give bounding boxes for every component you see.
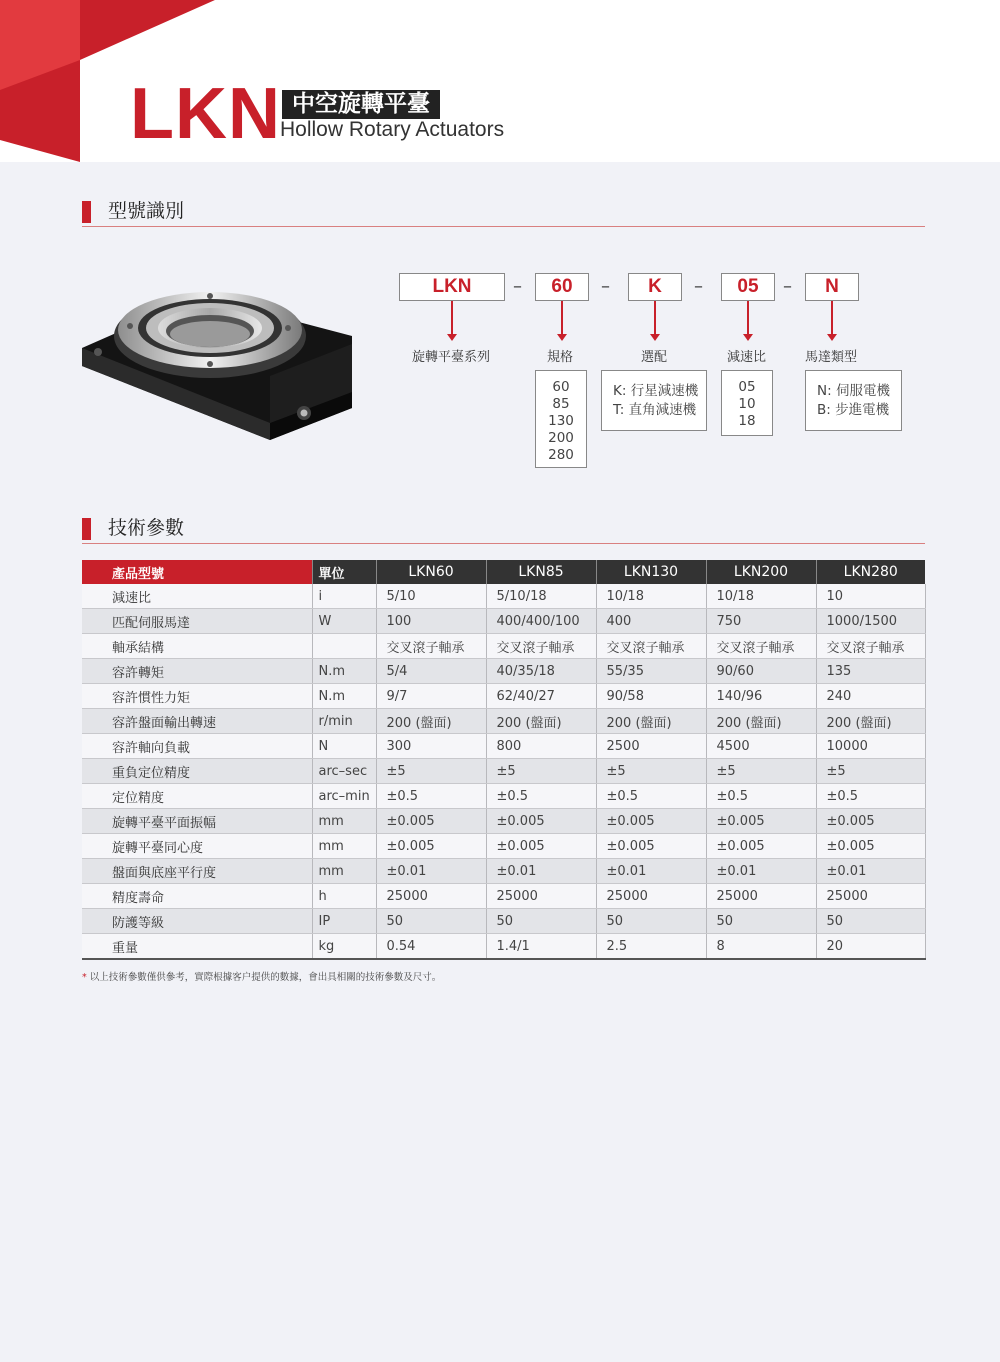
- table-row: [82, 634, 925, 659]
- table-cell: ±0.005: [596, 809, 706, 834]
- row-label: 減速比: [82, 584, 312, 609]
- row-label: 匹配伺服馬達: [82, 609, 312, 634]
- table-cell: 50: [706, 909, 816, 934]
- table-cell: 25000: [706, 884, 816, 909]
- row-unit: W: [312, 609, 376, 634]
- table-cell: 10/18: [596, 584, 706, 609]
- table-cell: 800: [486, 734, 596, 759]
- page-header: [0, 0, 1000, 162]
- motor-option: N: 伺服電機: [817, 383, 890, 399]
- table-cell: ±0.005: [706, 834, 816, 859]
- table-cell: 2500: [596, 734, 706, 759]
- table-row: [82, 884, 925, 909]
- table-cell: 5/10/18: [486, 584, 596, 609]
- code-separator: –: [513, 276, 522, 297]
- table-row: [82, 784, 925, 809]
- title-chinese: 中空旋轉平臺: [282, 90, 440, 119]
- code-series: LKN: [399, 273, 505, 301]
- table-row: [82, 809, 925, 834]
- table-cell: 2.5: [596, 934, 706, 960]
- section-specs-title: 技術參數: [108, 517, 185, 539]
- row-unit: kg: [312, 934, 376, 960]
- table-cell: 240: [816, 684, 925, 709]
- footnote-text: 以上技術參數僅供參考，實際根據客户提供的數據，會出具相關的技術參數及尺寸。: [89, 972, 442, 983]
- header-cell-lkn200: LKN200: [706, 560, 816, 584]
- header-cell-unit: 單位: [312, 560, 376, 584]
- row-unit: mm: [312, 834, 376, 859]
- code-separator: –: [694, 276, 703, 297]
- rotary-actuator-image: [80, 288, 360, 443]
- option-choice: T: 直角減速機: [613, 402, 697, 418]
- table-cell: 0.54: [376, 934, 486, 960]
- size-option: 280: [548, 447, 574, 463]
- table-cell: 300: [376, 734, 486, 759]
- table-row: [82, 684, 925, 709]
- table-cell: ±0.5: [486, 784, 596, 809]
- ratio-option: 18: [738, 413, 756, 429]
- table-cell: ±0.01: [486, 859, 596, 884]
- code-motor: N: [805, 273, 859, 301]
- section-specs-heading: [82, 516, 925, 542]
- row-label: 重量: [82, 934, 312, 960]
- table-cell: 25000: [816, 884, 925, 909]
- size-option: 200: [548, 430, 574, 446]
- table-cell: 交叉滾子軸承: [486, 634, 596, 659]
- option-choices-box: [601, 370, 707, 431]
- header-cell-lkn280: LKN280: [816, 560, 925, 584]
- table-cell: 40/35/18: [486, 659, 596, 684]
- row-label: 旋轉平臺同心度: [82, 834, 312, 859]
- table-cell: 140/96: [706, 684, 816, 709]
- table-cell: ±5: [816, 759, 925, 784]
- table-cell: ±0.5: [596, 784, 706, 809]
- header-cell-model: 產品型號: [82, 560, 312, 584]
- table-cell: ±0.5: [706, 784, 816, 809]
- table-cell: ±0.01: [706, 859, 816, 884]
- table-row: [82, 834, 925, 859]
- section-divider: [82, 226, 925, 227]
- option-choice: K: 行星減速機: [613, 383, 699, 399]
- arrow-down-icon: [654, 301, 656, 335]
- row-unit: h: [312, 884, 376, 909]
- row-unit: N.m: [312, 684, 376, 709]
- table-cell: 交叉滾子軸承: [376, 634, 486, 659]
- ratio-option: 05: [738, 379, 756, 395]
- table-cell: 1000/1500: [816, 609, 925, 634]
- table-cell: 50: [376, 909, 486, 934]
- table-cell: ±0.01: [816, 859, 925, 884]
- arrow-down-icon: [831, 301, 833, 335]
- size-option: 60: [552, 379, 570, 395]
- brand-logo: LKN: [130, 74, 281, 154]
- row-unit: [312, 634, 376, 659]
- motor-option: B: 步進電機: [817, 402, 890, 418]
- table-cell: ±0.005: [596, 834, 706, 859]
- caption-series: 旋轉平臺系列: [412, 350, 491, 365]
- row-unit: IP: [312, 909, 376, 934]
- header-cell-lkn85: LKN85: [486, 560, 596, 584]
- table-cell: 25000: [486, 884, 596, 909]
- code-separator: –: [601, 276, 610, 297]
- section-marker: [82, 518, 91, 540]
- motor-options-box: [805, 370, 902, 431]
- row-label: 容許軸向負載: [82, 734, 312, 759]
- header-cell-lkn60: LKN60: [376, 560, 486, 584]
- row-label: 軸承結構: [82, 634, 312, 659]
- section-divider: [82, 543, 925, 544]
- table-row: [82, 859, 925, 884]
- table-cell: 200 (盤面): [596, 709, 706, 734]
- table-cell: 25000: [596, 884, 706, 909]
- table-cell: 交叉滾子軸承: [706, 634, 816, 659]
- arrow-down-icon: [561, 301, 563, 335]
- table-cell: ±0.005: [816, 809, 925, 834]
- table-cell: 25000: [376, 884, 486, 909]
- table-cell: 20: [816, 934, 925, 960]
- code-separator: –: [783, 276, 792, 297]
- row-unit: N: [312, 734, 376, 759]
- table-cell: 50: [486, 909, 596, 934]
- table-cell: ±0.01: [596, 859, 706, 884]
- table-cell: 4500: [706, 734, 816, 759]
- table-cell: 10: [816, 584, 925, 609]
- table-cell: 交叉滾子軸承: [816, 634, 925, 659]
- table-cell: 100: [376, 609, 486, 634]
- table-cell: 10/18: [706, 584, 816, 609]
- row-label: 防護等級: [82, 909, 312, 934]
- table-cell: 135: [816, 659, 925, 684]
- caption-size: 規格: [547, 350, 574, 365]
- table-cell: ±0.01: [376, 859, 486, 884]
- table-cell: 750: [706, 609, 816, 634]
- row-label: 容許盤面輸出轉速: [82, 709, 312, 734]
- spec-table: [82, 560, 926, 960]
- row-unit: mm: [312, 809, 376, 834]
- table-cell: ±0.005: [486, 834, 596, 859]
- table-row: [82, 934, 925, 960]
- row-label: 容許轉矩: [82, 659, 312, 684]
- row-label: 精度壽命: [82, 884, 312, 909]
- table-cell: ±0.005: [816, 834, 925, 859]
- title-english: Hollow Rotary Actuators: [280, 118, 505, 141]
- table-row: [82, 734, 925, 759]
- table-row: [82, 759, 925, 784]
- row-label: 旋轉平臺平面振幅: [82, 809, 312, 834]
- table-row: [82, 909, 925, 934]
- row-label: 容許慣性力矩: [82, 684, 312, 709]
- row-label: 盤面與底座平行度: [82, 859, 312, 884]
- table-cell: ±5: [486, 759, 596, 784]
- table-cell: 62/40/27: [486, 684, 596, 709]
- section-model-title: 型號識別: [108, 200, 185, 222]
- arrow-down-icon: [747, 301, 749, 335]
- table-cell: ±0.005: [376, 834, 486, 859]
- caption-motor: 馬達類型: [805, 350, 858, 365]
- table-cell: 200 (盤面): [816, 709, 925, 734]
- row-label: 定位精度: [82, 784, 312, 809]
- header-cell-lkn130: LKN130: [596, 560, 706, 584]
- table-row: [82, 584, 925, 609]
- footnote: [82, 969, 441, 983]
- section-marker: [82, 201, 91, 223]
- table-cell: 400: [596, 609, 706, 634]
- table-cell: ±5: [376, 759, 486, 784]
- row-unit: N.m: [312, 659, 376, 684]
- size-options-box: [535, 370, 587, 468]
- table-row: [82, 659, 925, 684]
- table-cell: ±5: [596, 759, 706, 784]
- caption-ratio: 減速比: [727, 350, 767, 365]
- ratio-options-box: [721, 370, 773, 436]
- table-cell: ±0.5: [376, 784, 486, 809]
- arrow-down-icon: [451, 301, 453, 335]
- table-header-row: [82, 560, 925, 584]
- table-cell: ±5: [706, 759, 816, 784]
- table-cell: 8: [706, 934, 816, 960]
- table-cell: 200 (盤面): [486, 709, 596, 734]
- table-cell: ±0.005: [706, 809, 816, 834]
- row-unit: arc–min: [312, 784, 376, 809]
- table-cell: 50: [816, 909, 925, 934]
- table-cell: 10000: [816, 734, 925, 759]
- table-cell: 交叉滾子軸承: [596, 634, 706, 659]
- table-row: [82, 709, 925, 734]
- table-cell: 200 (盤面): [706, 709, 816, 734]
- table-cell: ±0.005: [486, 809, 596, 834]
- table-cell: 50: [596, 909, 706, 934]
- table-cell: 90/60: [706, 659, 816, 684]
- code-option: K: [628, 273, 682, 301]
- ratio-option: 10: [738, 396, 756, 412]
- table-row: [82, 609, 925, 634]
- size-option: 130: [548, 413, 574, 429]
- table-cell: 9/7: [376, 684, 486, 709]
- code-size: 60: [535, 273, 589, 301]
- row-label: 重負定位精度: [82, 759, 312, 784]
- table-cell: 5/10: [376, 584, 486, 609]
- caption-option: 選配: [641, 350, 668, 365]
- table-cell: 400/400/100: [486, 609, 596, 634]
- footnote-mark: *: [82, 972, 87, 983]
- section-model-heading: [82, 199, 925, 225]
- code-ratio: 05: [721, 273, 775, 301]
- size-option: 85: [552, 396, 570, 412]
- table-cell: ±0.005: [376, 809, 486, 834]
- table-cell: 200 (盤面): [376, 709, 486, 734]
- table-cell: 1.4/1: [486, 934, 596, 960]
- row-unit: i: [312, 584, 376, 609]
- table-cell: ±0.5: [816, 784, 925, 809]
- table-cell: 90/58: [596, 684, 706, 709]
- table-cell: 55/35: [596, 659, 706, 684]
- row-unit: arc–sec: [312, 759, 376, 784]
- row-unit: r/min: [312, 709, 376, 734]
- row-unit: mm: [312, 859, 376, 884]
- table-cell: 5/4: [376, 659, 486, 684]
